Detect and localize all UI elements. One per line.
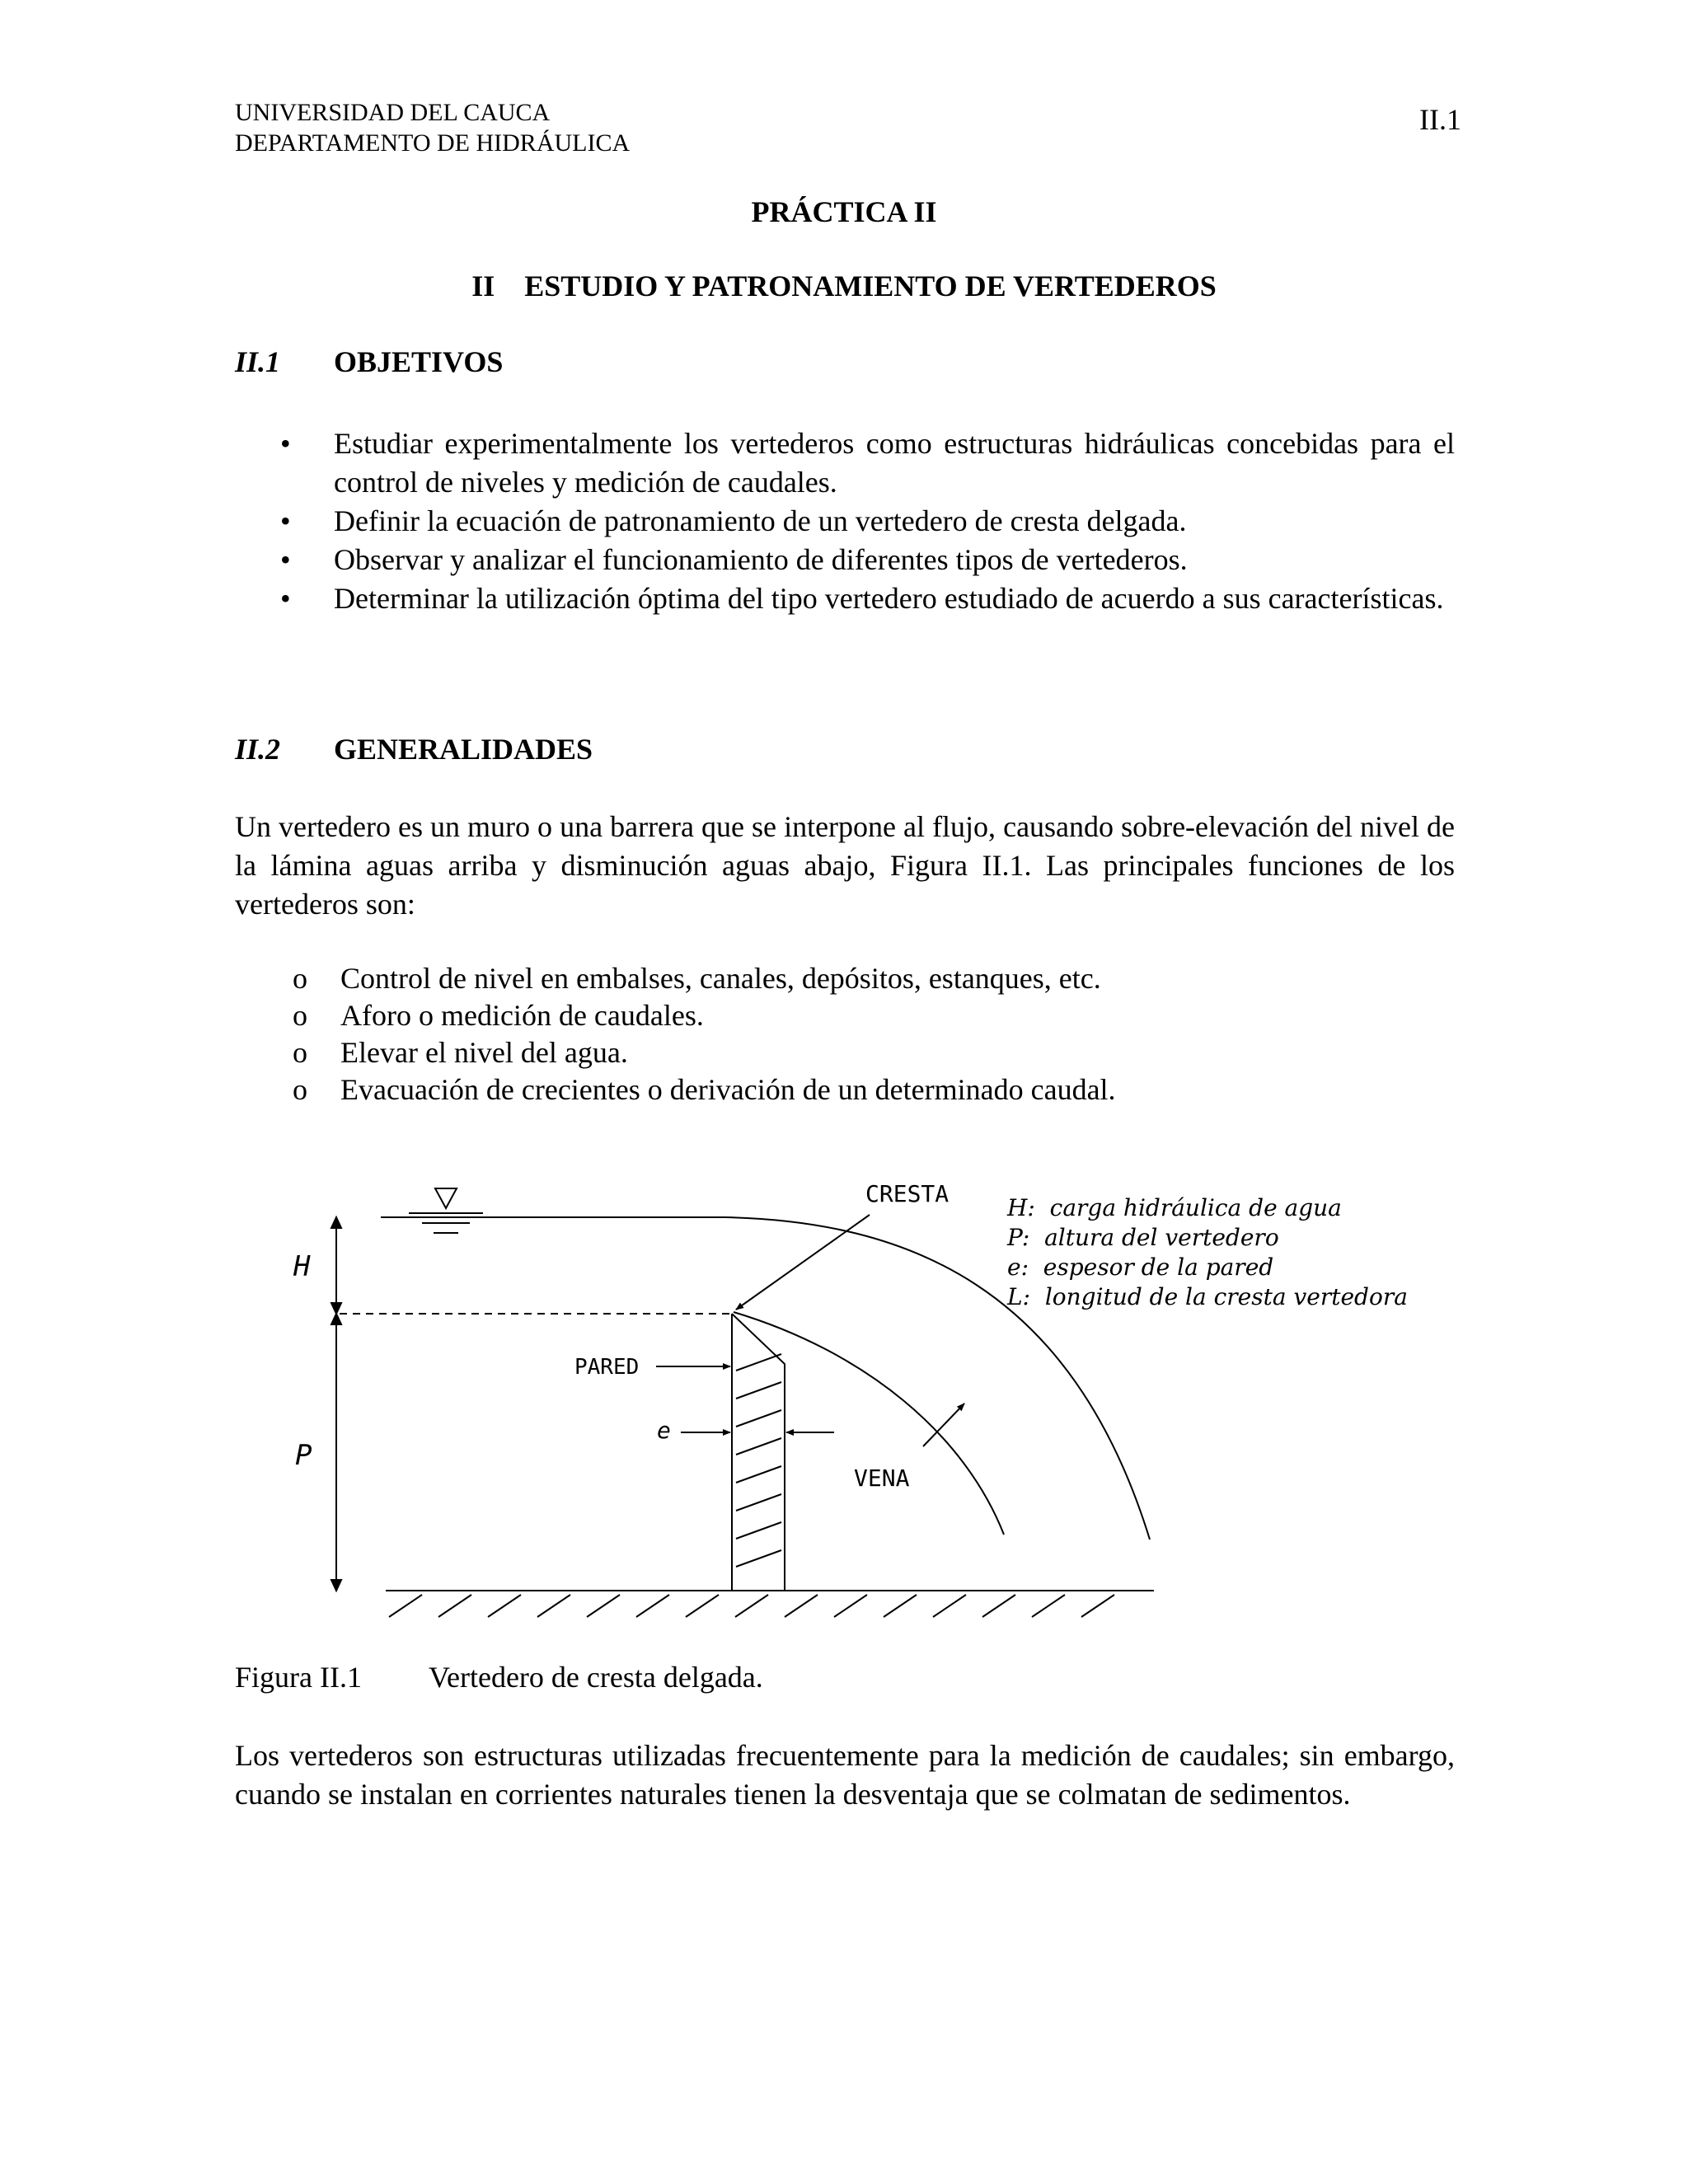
list-item: o Evacuación de crecientes o derivación de un determinado caudal.	[293, 1071, 1116, 1108]
bullet-icon: •	[280, 504, 291, 537]
water-level-icon	[435, 1188, 457, 1208]
list-item: • Definir la ecuación de patronamiento de un vertedero de cresta delgada.	[280, 502, 1455, 541]
bullet-icon: •	[280, 427, 291, 460]
section1-number: II.1	[235, 345, 281, 378]
bullet-icon: •	[280, 543, 291, 576]
label-e: e	[657, 1417, 671, 1444]
page-number: II.1	[1419, 103, 1461, 136]
closing-paragraph: Los vertederos son estructuras utilizadas frecuentemente para la medición de caudales; sin embargo, cuando se instalan en corrientes naturales tienen la desventaja que se colmatan de sedimentos.	[235, 1739, 1455, 1811]
practice-title: PRÁCTICA II	[751, 195, 937, 228]
label-h: H	[293, 1250, 311, 1283]
label-vena: VENA	[854, 1465, 910, 1492]
chapter-title: II ESTUDIO Y PATRONAMIENTO DE VERTEDEROS	[471, 269, 1217, 302]
header-department: DEPARTAMENTO DE HIDRÁULICA	[235, 129, 631, 157]
section2-number: II.2	[235, 733, 281, 766]
list-item: o Elevar el nivel del agua.	[293, 1034, 1116, 1071]
generalidades-intro: Un vertedero es un muro o una barrera que se interpone al flujo, causando sobre-elevación del nivel de la lámina aguas arriba y disminución aguas abajo, Figura II.1. Las principales funciones de los vertederos son:	[235, 810, 1455, 921]
legend-p: P: altura del vertedero	[1007, 1224, 1279, 1251]
bullet-icon: •	[280, 582, 291, 615]
header-university: UNIVERSIDAD DEL CAUCA	[235, 99, 551, 126]
figure-label: Figura II.1	[235, 1661, 362, 1694]
legend-e: e: espesor de la pared	[1007, 1254, 1274, 1281]
circle-bullet-icon: o	[293, 1036, 307, 1069]
cresta-arrow	[736, 1215, 870, 1310]
list-item: • Observar y analizar el funcionamiento de diferentes tipos de vertederos.	[280, 541, 1455, 579]
circle-bullet-icon: o	[293, 999, 307, 1032]
list-item: o Aforo o medición de caudales.	[293, 997, 1116, 1034]
section1-title: OBJETIVOS	[334, 345, 504, 378]
legend-l: L: longitud de la cresta vertedora	[1007, 1283, 1408, 1310]
section2-title: GENERALIDADES	[334, 733, 593, 766]
figure-caption: Vertedero de cresta delgada.	[429, 1661, 763, 1694]
circle-bullet-icon: o	[293, 962, 307, 995]
circle-bullet-icon: o	[293, 1073, 307, 1106]
label-p: P	[295, 1439, 312, 1472]
legend-h: H: carga hidráulica de agua	[1007, 1194, 1342, 1221]
nappe-lower-line	[734, 1312, 1004, 1535]
label-cresta: CRESTA	[865, 1180, 950, 1207]
list-item: • Determinar la utilización óptima del tipo vertedero estudiado de acuerdo a sus características.	[280, 579, 1455, 618]
list-item: • Estudiar experimentalmente los vertederos como estructuras hidráulicas concebidas para el control de niveles y medición de caudales.	[280, 424, 1455, 502]
label-pared: PARED	[574, 1355, 640, 1380]
list-item: o Control de nivel en embalses, canales, depósitos, estanques, etc.	[293, 960, 1116, 997]
